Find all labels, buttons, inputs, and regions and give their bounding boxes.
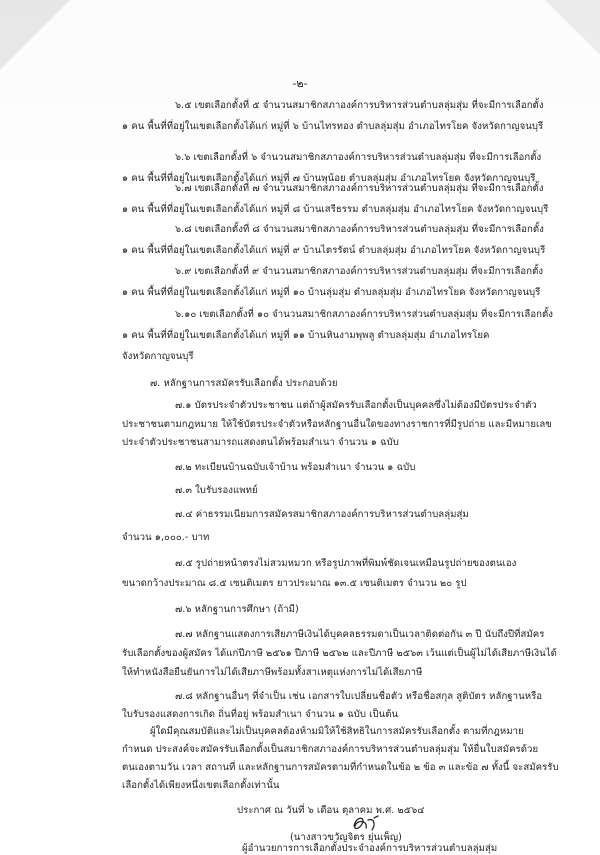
document-page: -๒- ๖.๕ เขตเลือกตั้งที่ ๕ จำนวนสมาชิกสภาองค์การบริหารส่วนตำบลลุ่มสุ่ม ที่จะมีการเลือกตั้ง ๑ คน พื้นที่ที่อยู่ในเขตเลือกตั้งได้แก่ หมู่ที่ ๖ บ้านไทรทอง ตำบลลุ่มสุ่ม อำเภอไทรโยค จังหวัดกาญจนบุรี ๖.๖ เขตเลือกตั้งที่ ๖ จำนวนสมาชิกสภาองค์การบริหารส่วนตำบลลุ่มสุ่ม ที่จะมีการเลือกตั้ง ๑ คน พื้นที่ที่อยู่ในเขตเลือกตั้งได้แก่ หมู่ที่ ๗ บ้านพุน้อย ตำบลลุ่มสุ่ม อำเภอไทรโยค จังหวัดกาญจนบุรี ๖.๗ เขตเลือกตั้งที่ ๗ จำนวนสมาชิกสภาองค์การบริหารส่วนตำบลลุ่มสุ่ม ที่จะมีการเลือกตั้ง ๑ คน พื้นที่ที่อยู่ในเขตเลือกตั้งได้แก่ หมู่ที่ ๘ บ้านเสรีธรรม ตำบลลุ่มสุ่ม อำเภอไทรโยค จังหวัดกาญจนบุรี ๖.๘ เขตเลือกตั้งที่ ๘ จำนวนสมาชิกสภาองค์การบริหารส่วนตำบลลุ่มสุ่ม ที่จะมีการเลือกตั้ง ๑ คน พื้นที่ที่อยู่ในเขตเลือกตั้งได้แก่ หมู่ที่ ๙ บ้านไตรรัตน์ ตำบลลุ่มสุ่ม อำเภอไทรโยค จังหวัดกาญจนบุรี ๖.๙ เขตเลือกตั้งที่ ๙ จำนวนสมาชิกสภาองค์การบริหารส่วนตำบลลุ่มสุ่ม ที่จะมีการเลือกตั้ง ๑ คน พื้นที่ที่อยู่ในเขตเลือกตั้งได้แก่ หมู่ที่ ๑๐ บ้านลุ่มสุ่ม ตำบลลุ่มสุ่ม อำเภอไทรโยค จังหวัดกาญจนบุรี ๖.๑๐ เขตเลือกตั้งที่ ๑๐ จำนวนสมาชิกสภาองค์การบริหารส่วนตำบลลุ่มสุ่ม ที่จะมีการเลือกตั้ง ๑ คน พื้นที่ที่อยู่ในเขตเลือกตั้งได้แก่ หมู่ที่ ๑๑ บ้านหินงามพุพลู ตำบลลุ่มสุ่ม อำเภอไทรโยค จังหวัดกาญจนบุรี ๗. หลักฐานการสมัครรับเลือกตั้ง ประกอบด้วย ๗.๑ บัตรประจำตัวประชาชน แต่ถ้าผู้สมัครรับเลือกตั้งเป็นบุคคลซึ่งไม่ต้องมีบัตรประจำตัว ประชาชนตามกฎหมาย ให้ใช้บัตรประจำตัวหรือหลักฐานอื่นใดของทางราชการที่มีรูปถ่าย และมีหมายเลข ประจำตัวประชาชนสามารถแสดงตนได้พร้อมสำเนา จำนวน ๑ ฉบับ ๗.๒ ทะเบียนบ้านฉบับเจ้าบ้าน พร้อมสำเนา จำนวน ๑ ฉบับ ๗.๓ ใบรับรองแพทย์ ๗.๔ ค่าธรรมเนียมการสมัครสมาชิกสภาองค์การบริหารส่วนตำบลลุ่มสุ่ม จำนวน ๑,๐๐๐.- บาท ๗.๕ รูปถ่ายหน้าตรงไม่สวมหมวก หรือรูปภาพที่พิมพ์ชัดเจนเหมือนรูปถ่ายของตนเอง ขนาดกว้างประมาณ ๘.๕ เซนติเมตร ยาวประมาณ ๑๓.๕ เซนติเมตร จำนวน ๒๐ รูป ๗.๖ หลักฐานการศึกษา (ถ้ามี) ๗.๗ หลักฐานแสดงการเสียภาษีเงินได้บุคคลธรรมดาเป็นเวลาติดต่อกัน ๓ ปี นับถึงปีที่สมัคร รับเลือกตั้งของผู้สมัคร ได้แก่ปีภาษี ๒๕๖๑ ปีภาษี ๒๕๖๒ และปีภาษี ๒๕๖๓ เว้นแต่เป็นผู้ไม่ได้เสียภาษีเงินได้ ให้ทำหนังสือยืนยันการไม่ได้เสียภาษีพร้อมทั้งสาเหตุแห่งการไม่ได้เสียภาษี ๗.๘ หลักฐานอื่นๆ ที่จำเป็น เช่น เอกสารใบเปลี่ยนชื่อตัว หรือชื่อสกุล สูติบัตร หลักฐานหรือ ใบรับรองแสดงการเกิด ถิ่นที่อยู่ พร้อมสำเนา จำนวน ๑ ฉบับ เป็นต้น ผู้ใดมีคุณสมบัติและไม่เป็นบุคคลต้องห้ามมิให้ใช้สิทธิในการสมัครรับเลือกตั้ง ตามที่กฎหมาย กำหนด ประสงค์จะสมัครรับเลือกตั้งเป็นสมาชิกสภาองค์การบริหารส่วนตำบลลุ่มสุ่ม ให้ยื่นใบสมัครด้วย ตนเองตามวัน เวลา สถานที่ และหลักฐานการสมัครตามที่กำหนดในข้อ ๒ ข้อ ๓ และข้อ ๗ ทั้งนี้ จะสมัครรับ เลือกตั้งได้เพียงหนึ่งเขตเลือกตั้งเท่านั้น ประกาศ ณ วันที่ ๖ เดือน ตุลาคม พ.ศ. ๒๕๖๔ (นางสาวขวัญจิตร ยุ่นเพ็ญ) ผู้อำนวยการการเลือกตั้งประจำองค์การบริหารส่วนตำบลลุ่มสุ่ม bbox=[0, 0, 600, 851]
folded-corner bbox=[0, 0, 70, 70]
folded-corner-right bbox=[545, 0, 600, 55]
page-number: -๒- bbox=[292, 77, 308, 90]
